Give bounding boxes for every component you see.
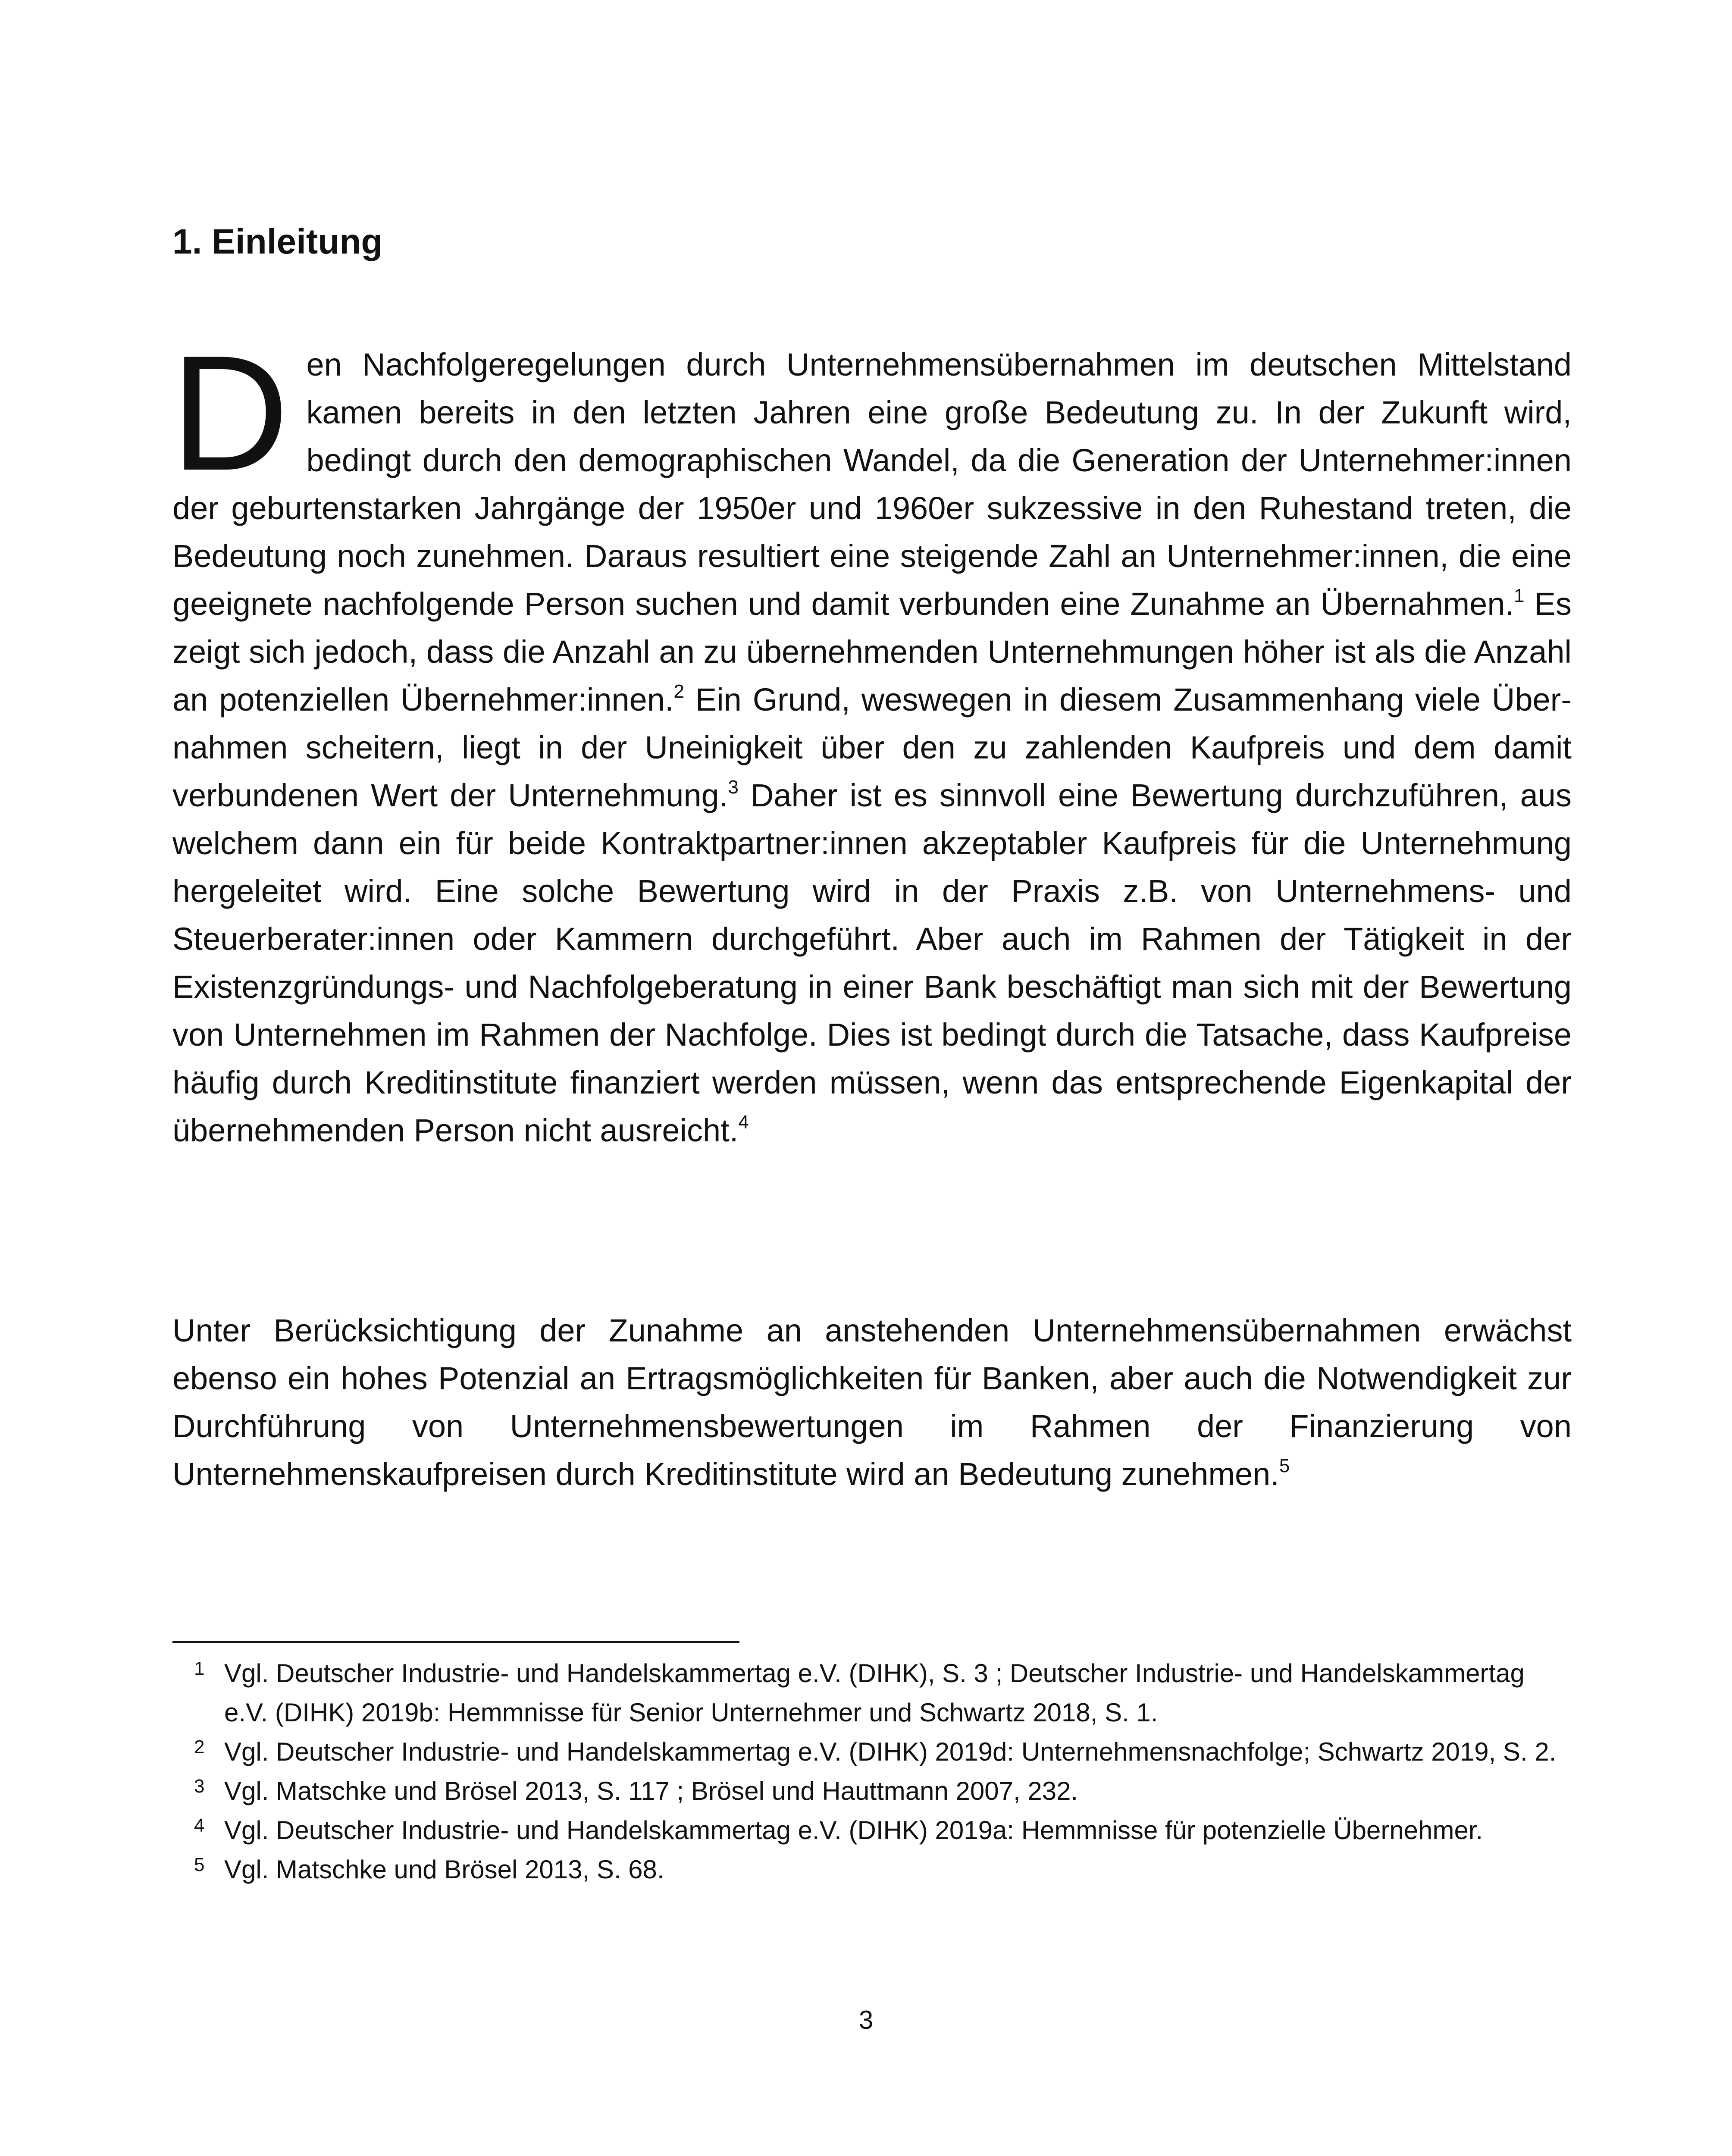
second-paragraph	[172, 1307, 1572, 1498]
drop-cap: D	[171, 321, 289, 505]
footnote-ref[interactable]: 5	[1279, 1455, 1290, 1476]
footnote-item	[172, 1811, 1572, 1850]
footnote-item	[172, 1732, 1572, 1771]
page-number: 3	[858, 2006, 874, 2034]
paragraph-text: Unter Berücksichtigung der Zunahme an anstehenden Unternehmensübernahmen erwächst ebenso ein hohes Potenzial an Ertragsmöglichkeiten für Banken, aber auch die Notwendigkeit zur Durchführung von Unternehmensbewertungen im Rahmen der Finanzierung von Unternehmenskaufpreisen durch Kreditinstitute wird an Bedeutung zunehmen.	[172, 1313, 1572, 1492]
footnote-text: Vgl. Matschke und Brösel 2013, S. 68.	[224, 1855, 664, 1884]
footnote-ref[interactable]: 1	[1514, 585, 1525, 606]
footnote-ref[interactable]: 2	[673, 681, 684, 702]
footnote-number: 2	[194, 1736, 205, 1758]
footnote-ref[interactable]: 4	[738, 1112, 749, 1133]
footnote-text: Vgl. Matschke und Brösel 2013, S. 117 ; Brösel und Hauttmann 2007, 232.	[224, 1777, 1078, 1805]
footnote-list	[172, 1654, 1572, 1889]
intro-paragraph	[171, 321, 1572, 1154]
footnote-number: 4	[194, 1815, 205, 1836]
paragraph-text: Daher ist es sinnvoll eine Bewertung durchzuführen, aus welchem dann ein für beide Kontraktpartner:innen akzeptabler Kaufpreis für die Unternehmung hergeleitet wird. Eine solche Bewertung wird in der Praxis z.B. von Unternehmens- und Steuerberater:innen oder Kammern durchgeführt. Aber auch im Rahmen der Tätigkeit in der Existenzgründungs- und Nachfolgeberatung in einer Bank beschäftigt man sich mit der Bewertung von Unternehmen im Rahmen der Nachfolge. Dies ist bedingt durch die Tatsache, dass Kaufpreise häufig durch Kreditinstitute finanziert werden müssen, wenn das entsprechende Eigenkapital der übernehmenden Person nicht ausreicht.	[172, 777, 1572, 1148]
section-heading: 1. Einleitung	[172, 222, 383, 261]
footnote-number: 5	[194, 1854, 205, 1875]
paragraph-text: Ein Grund, weswegen in diesem Zusammenhang viele Übernahmen scheitern, liegt in der Uneinigkeit über den zu zahlenden Kaufpreis und dem damit verbundenen Wert der Unternehmung.	[172, 682, 1572, 813]
footnote-number: 3	[194, 1776, 205, 1797]
footnote-ref[interactable]: 3	[728, 777, 739, 798]
footnote-separator	[172, 1641, 739, 1643]
footnote-number: 1	[194, 1658, 205, 1679]
footnote-item	[172, 1654, 1572, 1732]
paragraph-text: Es zeigt sich jedoch, dass die Anzahl an zu übernehmenden Unternehmungen höher ist als die Anzahl an potenziellen Übernehmer:innen.	[172, 586, 1572, 718]
footnote-item	[172, 1850, 1572, 1889]
footnote-item	[172, 1771, 1572, 1811]
paragraph-text: en Nachfolgeregelungen durch Unternehmensübernahmen im deutschen Mittelstand kamen bereits in den letzten Jahren eine große Bedeutung zu. In der Zukunft wird, bedingt durch den demographischen Wandel, da die Generation der Unternehmer:innen der geburtenstarken Jahrgänge der 1950er und 1960er sukzessive in den Ruhestand treten, die Bedeutung noch zunehmen. Daraus resultiert eine steigende Zahl an Unternehmer:innen, die eine geeignete nachfolgende Person suchen und damit verbunden eine Zunahme an Übernahmen.	[172, 347, 1572, 622]
footnote-text: Vgl. Deutscher Industrie- und Handelskammertag e.V. (DIHK) 2019a: Hemmnisse für potenzielle Übernehmer.	[224, 1816, 1483, 1845]
footnote-text: Vgl. Deutscher Industrie- und Handelskammertag e.V. (DIHK), S. 3 ; Deutscher Industrie- und Handelskammertag e.V. (DIHK) 2019b: Hemmnisse für Senior Unternehmer und Schwartz 2018, S. 1.	[224, 1659, 1525, 1727]
footnote-text: Vgl. Deutscher Industrie- und Handelskammertag e.V. (DIHK) 2019d: Unternehmensnachfolge; Schwartz 2019, S. 2.	[224, 1737, 1557, 1766]
